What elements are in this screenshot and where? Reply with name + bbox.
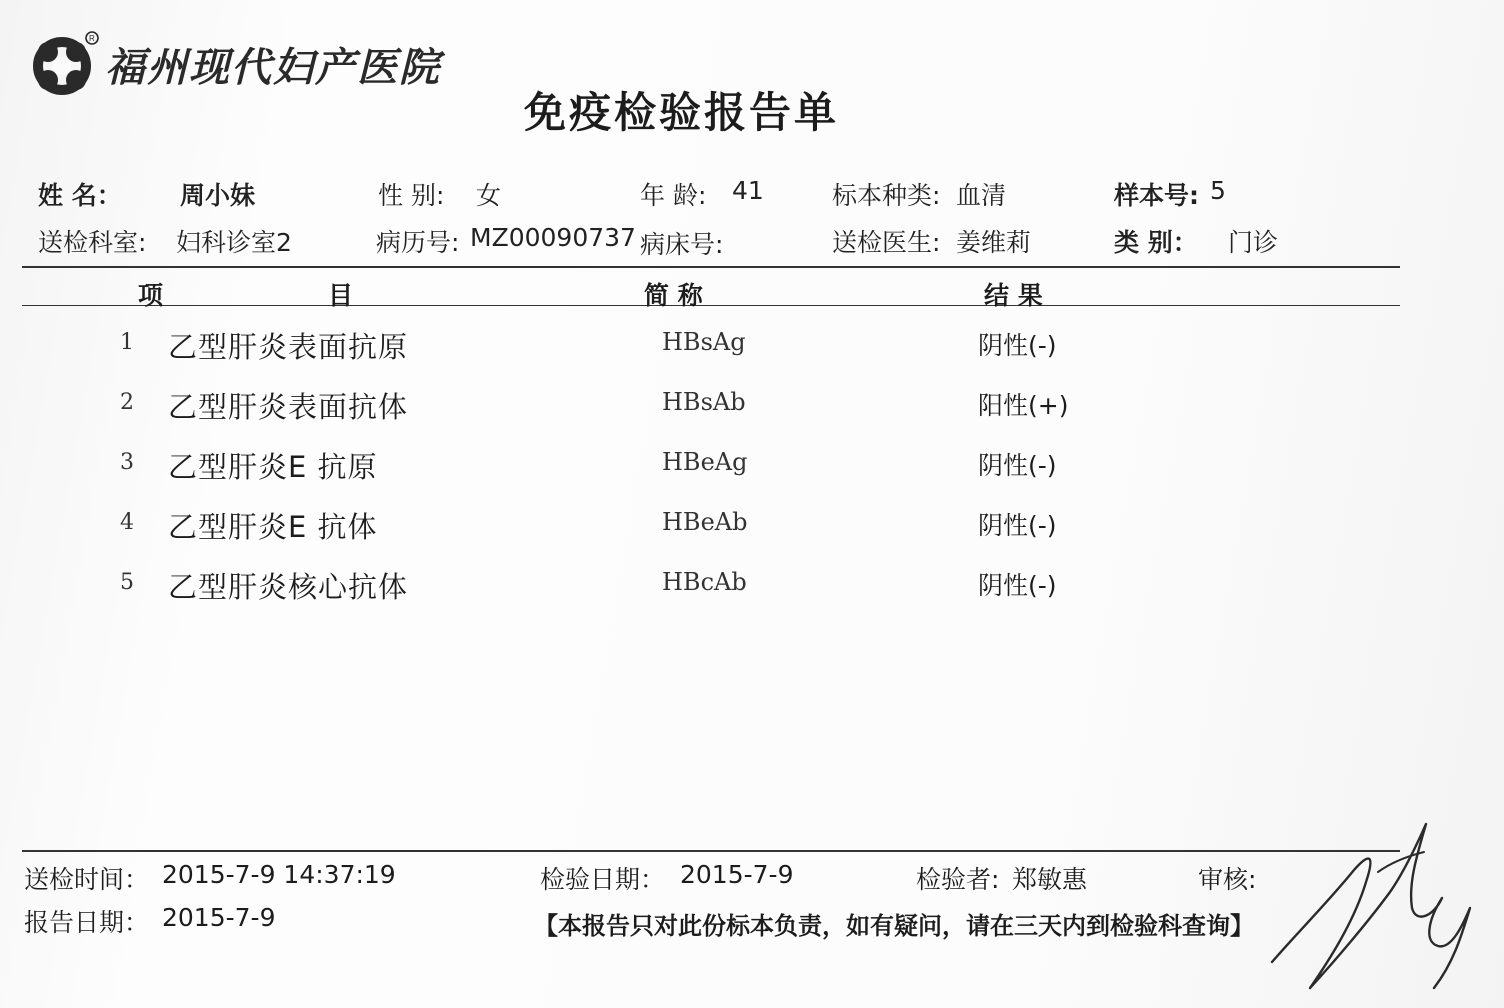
sex-label: 性 别:	[378, 181, 445, 210]
test-date-value: 2015-7-9	[680, 860, 794, 889]
doctor-label: 送检医生:	[832, 228, 941, 257]
report-date-value: 2015-7-9	[162, 903, 276, 932]
doctor-value: 姜维莉	[956, 228, 1032, 257]
column-header-item-b: 目	[328, 281, 354, 310]
row-abbr: HBeAg	[662, 448, 748, 476]
svg-text:R: R	[89, 34, 95, 43]
reviewer-label: 审核:	[1198, 865, 1257, 894]
specimen-value: 血清	[956, 181, 1007, 210]
hospital-logo-icon	[26, 30, 102, 96]
row-abbr: HBsAg	[662, 328, 746, 356]
patient-name-label: 姓 名：	[38, 181, 122, 210]
dept-value: 妇科诊室2	[176, 228, 292, 257]
column-header-item-a: 项	[138, 281, 164, 310]
patient-name: 周小妹	[180, 181, 256, 210]
disclaimer: 【本报告只对此份标本负责，如有疑问，请在三天内到检验科查询】	[534, 912, 1254, 940]
submit-time-value: 2015-7-9 14:37:19	[162, 860, 396, 889]
row-abbr: HBeAb	[662, 508, 748, 536]
bed-no-label: 病床号:	[640, 230, 724, 259]
row-result: 阴性(-)	[978, 571, 1057, 600]
table-top-rule	[22, 266, 1400, 268]
column-header-result: 结 果	[984, 281, 1043, 310]
row-result: 阴性(-)	[978, 451, 1057, 480]
row-abbr: HBcAb	[662, 568, 747, 596]
tester-label: 检验者:	[916, 865, 1000, 894]
row-result: 阳性(+)	[978, 391, 1069, 420]
sample-no-label: 样本号:	[1114, 181, 1199, 210]
tester-value: 郑敏惠	[1012, 865, 1088, 894]
report-date-label: 报告日期：	[24, 908, 150, 937]
hospital-name: 福州现代妇产医院	[105, 44, 441, 91]
row-number: 4	[120, 510, 134, 535]
row-abbr: HBsAb	[662, 388, 746, 416]
row-result: 阴性(-)	[978, 511, 1057, 540]
row-number: 1	[120, 330, 134, 355]
row-item-name: 乙型肝炎表面抗体	[168, 390, 409, 424]
test-date-label: 检验日期：	[540, 865, 666, 894]
specimen-label: 标本种类:	[832, 181, 941, 210]
row-number: 5	[120, 570, 134, 595]
record-no-label: 病历号:	[376, 228, 460, 257]
row-item-name: 乙型肝炎E 抗体	[168, 510, 378, 544]
table-header-rule	[22, 305, 1400, 306]
report-title: 免疫检验报告单	[524, 88, 840, 137]
dept-label: 送检科室:	[38, 228, 147, 257]
row-item-name: 乙型肝炎表面抗原	[168, 330, 409, 364]
row-item-name: 乙型肝炎核心抗体	[168, 570, 409, 604]
age-label: 年 龄:	[640, 181, 707, 210]
footer-rule	[22, 850, 1400, 852]
row-number: 3	[120, 450, 134, 475]
age-value: 41	[732, 176, 764, 205]
column-header-abbr: 简 称	[644, 281, 703, 310]
row-number: 2	[120, 390, 134, 415]
row-result: 阴性(-)	[978, 331, 1057, 360]
row-item-name: 乙型肝炎E 抗原	[168, 450, 378, 484]
category-value: 门诊	[1228, 228, 1279, 257]
record-no-value: MZ00090737	[470, 223, 636, 252]
submit-time-label: 送检时间：	[24, 865, 150, 894]
handwritten-signature-icon	[1258, 812, 1488, 1002]
sex-value: 女	[476, 181, 502, 210]
sample-no-value: 5	[1210, 176, 1226, 205]
category-label: 类 别：	[1114, 228, 1198, 257]
